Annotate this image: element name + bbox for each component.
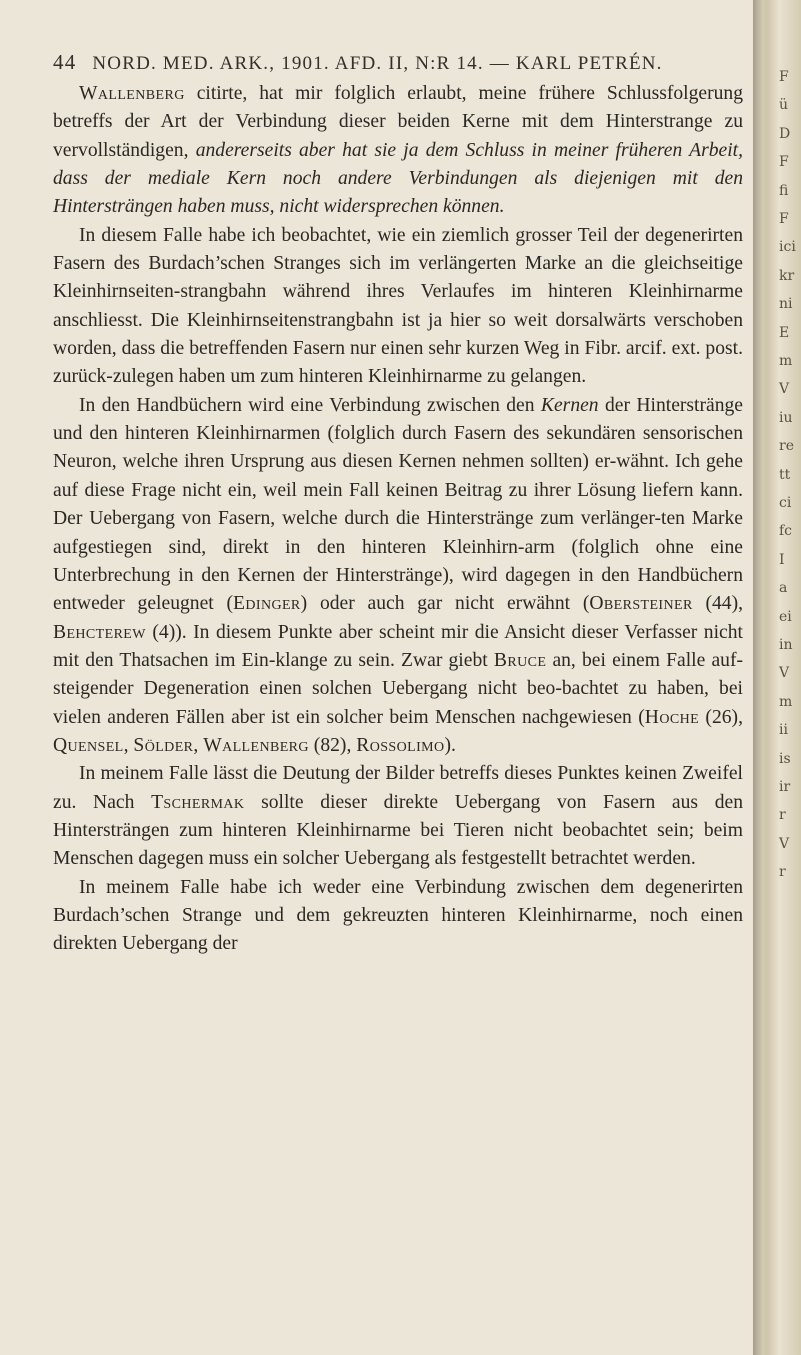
- facing-page-glyph: I: [779, 551, 785, 568]
- facing-page-glyph: ir: [779, 779, 791, 795]
- facing-page-glyph: ü: [779, 97, 789, 114]
- facing-page-glyph: V: [779, 381, 790, 398]
- paragraph: [53, 874, 743, 959]
- emphasis-text: Kernen: [540, 394, 599, 416]
- facing-page-glyph: re: [779, 438, 794, 455]
- facing-page-glyph: ni: [779, 296, 793, 313]
- facing-page-glyph: is: [779, 750, 791, 767]
- text-run: In meinem Falle lässt die Deutung der Bilder betreffs dieses Punktes keinen Zweifel zu. Nach: [53, 763, 743, 813]
- paragraph: [53, 222, 743, 392]
- paragraph: [53, 80, 743, 222]
- running-title: NORD. MED. ARK., 1901. AFD. II, N:R 14. — KARL PETRÉN.: [92, 53, 663, 74]
- text-run: ,: [123, 734, 134, 756]
- author-name: Wallenberg: [79, 83, 185, 104]
- author-name: Edinger: [233, 593, 301, 615]
- author-name: Hoche: [644, 706, 700, 728]
- facing-page-glyph: fi: [779, 182, 789, 199]
- facing-page-glyph: ei: [779, 608, 792, 625]
- facing-page-glyph: a: [779, 580, 788, 597]
- text-run: In diesem Falle habe ich beobachtet, wie ein ziemlich grosser Teil der degenerirten Fasern des Burdach’schen Stranges sich im verlängerten Marke an die gleichseitige Kleinhirnseiten-strangbahn während ihres Verlaufes im hinteren Kleinhirnarme anschliesst. Die Kleinhirnseitenstrangbahn ist ja hier so weit dorsalwärts verschoben worden, dass die betreffenden Fasern nur einen sehr kurzen Weg in Fibr. arcif. ext. post. zurück-zulegen haben um zum hinteren Kleinhirnarme zu gelangen.: [53, 224, 743, 388]
- facing-page-glyph: F: [779, 69, 789, 85]
- facing-page-glyph: m: [779, 693, 793, 710]
- facing-page-glyph: fc: [779, 523, 793, 540]
- text-run: ).: [444, 734, 456, 756]
- author-name: Sölder: [133, 734, 194, 756]
- text-run: sollte dieser direkte Uebergang von Fasern aus den Hintersträngen zum hinteren Kleinhirnarme bei Tieren nicht beobachtet sein; beim Menschen dagegen muss ein solcher Uebergang als festgestellt betrachtet werden.: [53, 791, 743, 870]
- author-name: Rossolimo: [356, 734, 445, 756]
- facing-page-glyph: kr: [779, 267, 795, 284]
- author-name: Tschermak: [151, 791, 245, 813]
- facing-page-glyph: V: [779, 665, 790, 682]
- facing-page-glyph: r: [779, 807, 786, 824]
- facing-page-glyph: in: [779, 637, 793, 653]
- facing-page-glyph: m: [779, 353, 793, 369]
- binding-shadow: [753, 0, 763, 1355]
- page-number: 44: [53, 50, 77, 74]
- facing-page-glyph: ici: [779, 239, 796, 256]
- emphasis-text: andererseits aber hat sie ja dem Schluss in meiner früheren Arbeit, dass der mediale Kern noch andere Verbindungen als diejenigen mit den Hintersträngen haben muss, nicht widersprechen können.: [53, 139, 743, 218]
- facing-page-glyph: D: [779, 125, 791, 142]
- author-name: Obersteiner: [589, 593, 693, 615]
- running-header: [53, 50, 733, 75]
- text-run: der Hinterstränge und den hinteren Kleinhirnarmen (folglich durch Fasern des sekundären sensorischen Neuron, welche ihren Ursprung aus diesen Kernen nehmen sollten) er-wähnt. Ich gehe auf diese Frage nicht ein, weil mein Fall keinen Beitrag zu ihrer Lösung liefern kann. Der Uebergang von Fasern, welche durch die Hinterstränge zum verlänger-ten Marke aufgestiegen sind, direkt in den hinteren Kleinhirn-arm (folglich ohne eine Unterbrechung in den Kernen der Hinterstränge), wird dagegen in den Handbüchern entweder geleugnet (: [53, 394, 743, 615]
- author-name: Bruce: [493, 649, 547, 671]
- text-run: (82),: [308, 734, 357, 756]
- facing-page-glyph: V: [779, 835, 790, 852]
- facing-page-edge: [753, 0, 801, 1355]
- facing-page-glyph: iu: [779, 409, 793, 426]
- author-name: Behcterew: [53, 621, 146, 643]
- paragraph: [53, 392, 743, 760]
- facing-page-glyph: F: [779, 211, 789, 227]
- paragraph: [53, 760, 743, 873]
- text-run: In den Handbüchern wird eine Verbindung zwischen den: [79, 394, 541, 416]
- facing-page-glyph: ii: [779, 722, 788, 739]
- text-run: (44),: [692, 593, 743, 615]
- text-run: ,: [193, 734, 204, 756]
- text-run: ) oder auch gar nicht erwähnt (: [300, 593, 590, 615]
- author-name: Wallenberg: [203, 734, 309, 756]
- facing-page-glyph: F: [779, 154, 789, 171]
- text-run: an, bei einem Falle auf-steigender Degeneration einen solchen Uebergang nicht beo-bachtet zu haben, bei vielen anderen Fällen aber ist ein solcher beim Menschen nachgewiesen (: [53, 649, 744, 728]
- text-run: (26),: [699, 706, 743, 728]
- text-run: (4)). In diesem Punkte aber scheint mir die Ansicht dieser Verfasser nicht mit den Thatsachen im Ein-klange zu sein. Zwar giebt: [53, 621, 743, 671]
- text-run: In meinem Falle habe ich weder eine Verbindung zwischen dem degenerirten Burdach’schen Strange und dem gekreuzten hinteren Kleinhirnarme, noch einen direkten Uebergang der: [53, 876, 743, 955]
- facing-page-glyph: E: [779, 324, 790, 341]
- text-run: citirte, hat mir folglich erlaubt, meine frühere Schlussfolgerung betreffs der Art der Verbindung dieser beiden Kerne mit dem Hinterstrange zu vervollständigen,: [53, 83, 743, 161]
- facing-page-glyph: r: [779, 864, 786, 881]
- author-name: Quensel: [53, 734, 124, 756]
- body-text: [53, 80, 743, 959]
- facing-page-glyph: tt: [779, 466, 791, 483]
- facing-page-glyph: ci: [779, 495, 792, 511]
